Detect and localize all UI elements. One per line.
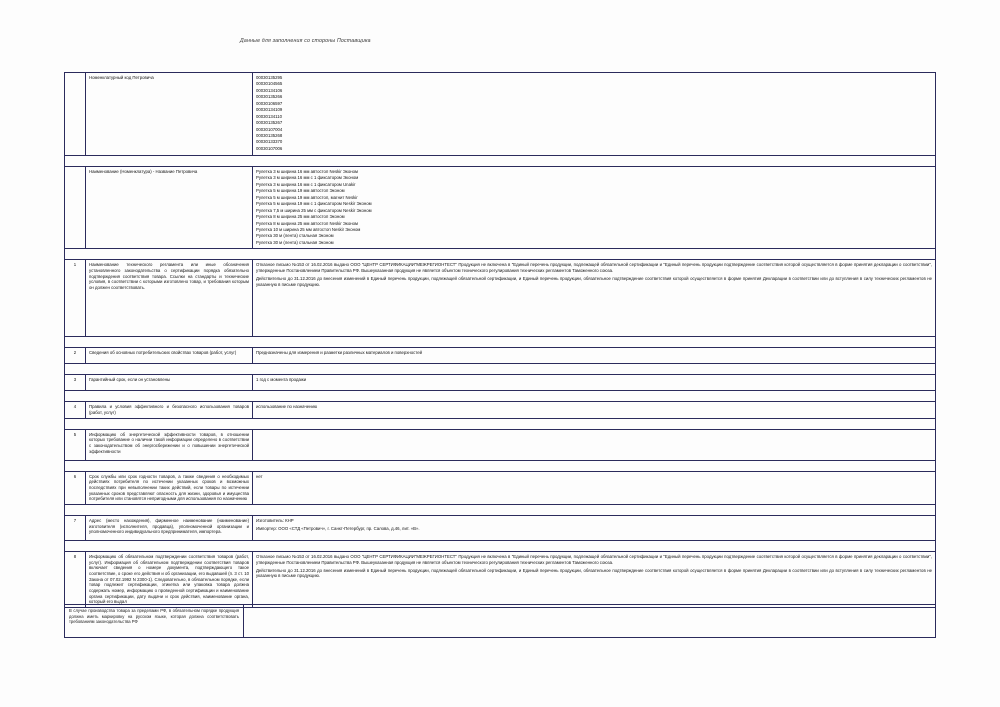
paragraph: Отказное письмо №153 от 16.02.2016 выдано ООО "ЦЕНТР СЕРТИФИКАЦИИ"МЕЖРЕГИОНТЕСТ" Продукция не включена в "Единый перечень продукции, подлежащей обязательной сертификации и "Единый перечень продукции подтверждение соответствия которой осуществляется в форме принятия декларации о соответствии", утвержденные Постановлением Правительства РФ. Вышеуказанная продукция не является объектом технического регулирования технических регламентов Таможенного союза. (256, 262, 932, 273)
row-number: 5 (65, 429, 86, 460)
row-number: 3 (65, 375, 86, 391)
row-spacer (65, 460, 936, 471)
document-header-note: Данные для заполнения со стороны Поставщика (240, 38, 371, 44)
list-item: Рулетка 5 м ширина 19 мм автостоп, магнит Neskir (256, 194, 358, 200)
row-number (65, 167, 86, 249)
list-item: 00030135295 (256, 75, 283, 80)
row-number: 1 (65, 260, 86, 337)
paragraph: Импортер: ООО «СТД «Петрович», г. Санкт-Петербург, пр. Салова, д.46, лит. «В». (256, 526, 420, 532)
row-spacer (65, 504, 936, 515)
row-label: Гарантийный срок, если он установлены (86, 375, 253, 391)
row-spacer (65, 249, 936, 260)
list-item: Рулетка 8 м ширина 25 мм автостоп Эконом (256, 214, 345, 220)
row-value: 1 год с момента продажи (253, 375, 936, 391)
row-value (253, 260, 936, 337)
list-item: Рулетка 3 м ширина 16 мм с 1 фиксатором Эконом (256, 175, 359, 181)
row-value: использование по назначению (253, 402, 936, 418)
paragraph: Отказное письмо №153 от 16.02.2016 выдано ООО "ЦЕНТР СЕРТИФИКАЦИИ"МЕЖРЕГИОНТЕСТ" Продукция не включена в "Единый перечень продукции, подлежащей обязательной сертификации и "Единый перечень продукции подтверждение соответствия которой осуществляется в форме принятия декларации о соответствии", утвержденные Постановлением Правительства РФ. Вышеуказанная продукция не является объектом технического регулирования технических регламентов Таможенного союза. (256, 553, 932, 565)
row-value-code-list (253, 73, 936, 156)
table-row (65, 471, 936, 504)
list-item: Рулетка 7,5 м ширина 25 мм с фиксатором Neskir Эконом (256, 207, 372, 213)
list-item: 00030107006 (256, 145, 283, 151)
row-value (253, 429, 936, 460)
list-item: Рулетка 30 м (лента) стальная Эконом (256, 233, 334, 239)
footer-note-label: В случае производства товара за пределами РФ, в обязательном порядке продукция должна иметь маркировку на русском языке, которая должна соответствовать требованиям законодательства РФ (69, 608, 239, 625)
row-number (65, 73, 86, 156)
list-item: 00030135267 (256, 120, 283, 126)
list-item: Рулетка 10 м ширина 25 мм автостоп Neskir Эконом (256, 226, 361, 232)
list-item: 00030133370 (256, 139, 283, 145)
list-item: 00030104565 (256, 81, 283, 87)
row-value: Предназначены для измерения и разметки различных материалов и поверхностей (253, 348, 936, 364)
row-number: 4 (65, 402, 86, 418)
table-row (65, 429, 936, 460)
table-row (65, 260, 936, 337)
row-label: Срок службы или срок годности товаров, а также сведения о необходимых действиях потребителя по истечении указанных сроков и возможных последствиях при невыполнении таких действий, если товары по истечении указанных сроков представляют опасность для жизни, здоровья и имущества потребителя или становятся непригодными для использования по назначению (86, 471, 253, 504)
table-row (65, 551, 936, 607)
footer-note-value (243, 605, 935, 637)
row-value: нет (253, 471, 936, 504)
row-label: Наименование технического регламента или иные обозначения установленного законодательства о сертификации порядка обязательно подтверждения соответствия товара. Ссылки на стандарты и технические условия, в соответствии с которыми изготовлено товар, и требования которым он должен соответствовать. (86, 260, 253, 337)
table-row (65, 73, 936, 156)
row-label: Сведения об основных потребительских свойствах товаров (работ, услуг) (86, 348, 253, 364)
list-item: Рулетка 3 м ширина 16 мм с 1 фиксатором Unakir (256, 181, 356, 187)
row-number: 6 (65, 471, 86, 504)
paragraph: Действительно до 31.12.2016 до внесения изменений в Единый перечень продукции, подлежащей обязательной сертификации, и Единый перечень продукции, обязательное подтверждение соответствия которой осуществляется в форме принятия Декларации в соответствии или до вступления в силу технических регламентов не указанную в письме продукцию. (256, 276, 932, 287)
list-item: 00030135266 (256, 94, 283, 100)
row-label: Номенклатурный код Петровича (86, 73, 253, 156)
list-item: 00030106597 (256, 100, 283, 106)
paragraph: Изготовитель: КНР (256, 517, 294, 523)
list-item: 00030134110 (256, 113, 282, 119)
list-item: Рулетка 3 м ширина 16 мм автостоп Neskir Эконом (256, 169, 358, 174)
row-number: 2 (65, 348, 86, 364)
table-row (65, 375, 936, 391)
row-value (253, 515, 936, 540)
row-spacer (65, 337, 936, 348)
list-item: Рулетка 30 м (лента) стальная Эконом (256, 239, 334, 245)
table-row (65, 167, 936, 249)
list-item: Рулетка 5 м ширина 19 мм с 1 фиксатором Neskir Эконом (256, 201, 372, 207)
row-number: 8 (65, 551, 86, 607)
list-item: 00030134106 (256, 87, 283, 93)
row-label: Правила и условия эффективного и безопасного использования товаров (работ, услуг) (86, 402, 253, 418)
row-spacer (65, 391, 936, 402)
row-value (253, 551, 936, 607)
list-item: 00030135268 (256, 132, 283, 138)
list-item: Рулетка 5 м ширина 19 мм автостоп Эконом (256, 188, 345, 194)
row-label: Адрес (место нахождения), фирменное наименование (наименование) изготовителя (исполнителя, продавца), уполномоченной организации и уполномоченного индивидуального предпринимателя, импортера. (86, 515, 253, 540)
list-item: 00030134109 (256, 107, 283, 113)
row-number: 7 (65, 515, 86, 540)
row-value-name-list (253, 167, 936, 249)
table-row (65, 402, 936, 418)
table-row (65, 515, 936, 540)
row-spacer (65, 418, 936, 429)
table-row (65, 348, 936, 364)
paragraph: Действительно до 31.12.2016 до внесения изменений в Единый перечень продукции, подлежащей обязательной сертификации, и Единый перечень продукции, обязательное подтверждение соответствия которой осуществляется в форме принятия Декларации в соответствии или до вступления в силу технических регламентов не указанную в письме продукцию. (256, 567, 932, 579)
product-information-table (64, 72, 936, 608)
row-spacer (65, 156, 936, 167)
row-label: Информацию об обязательном подтверждении соответствия товаров (работ, услуг). Информация об обязательном подтверждении соответствия товаров включает сведения о номере документа, подтверждающего такое соответствие, о сроке его действия и об организации, его выдавшей (п. 3 ст. 10 Закона от 07.02.1992 N 2300-1). Следовательно, в обязательном порядке, если товар подлежит сертификации, этикетка или упаковка товара должна содержать номер, информацию о проведенной сертификации и наименование органа сертификации, дату выдачи и срок действия, наименование органа, который его выдал (86, 551, 253, 607)
footer-note-box (64, 604, 936, 638)
row-label: Информацию об энергетической эффективности товаров, в отношении которых требование о наличии такой информации определено в соответствии с законодательством об энергосбережении и о повышении энергетической эффективности (86, 429, 253, 460)
row-spacer (65, 540, 936, 551)
row-spacer (65, 364, 936, 375)
list-item: Рулетка 8 м ширина 25 мм автостоп Neskir Эконом (256, 220, 358, 226)
row-label: Наименование (Номенклатура) - Название Петровича (86, 167, 253, 249)
list-item: 00030107004 (256, 126, 283, 132)
